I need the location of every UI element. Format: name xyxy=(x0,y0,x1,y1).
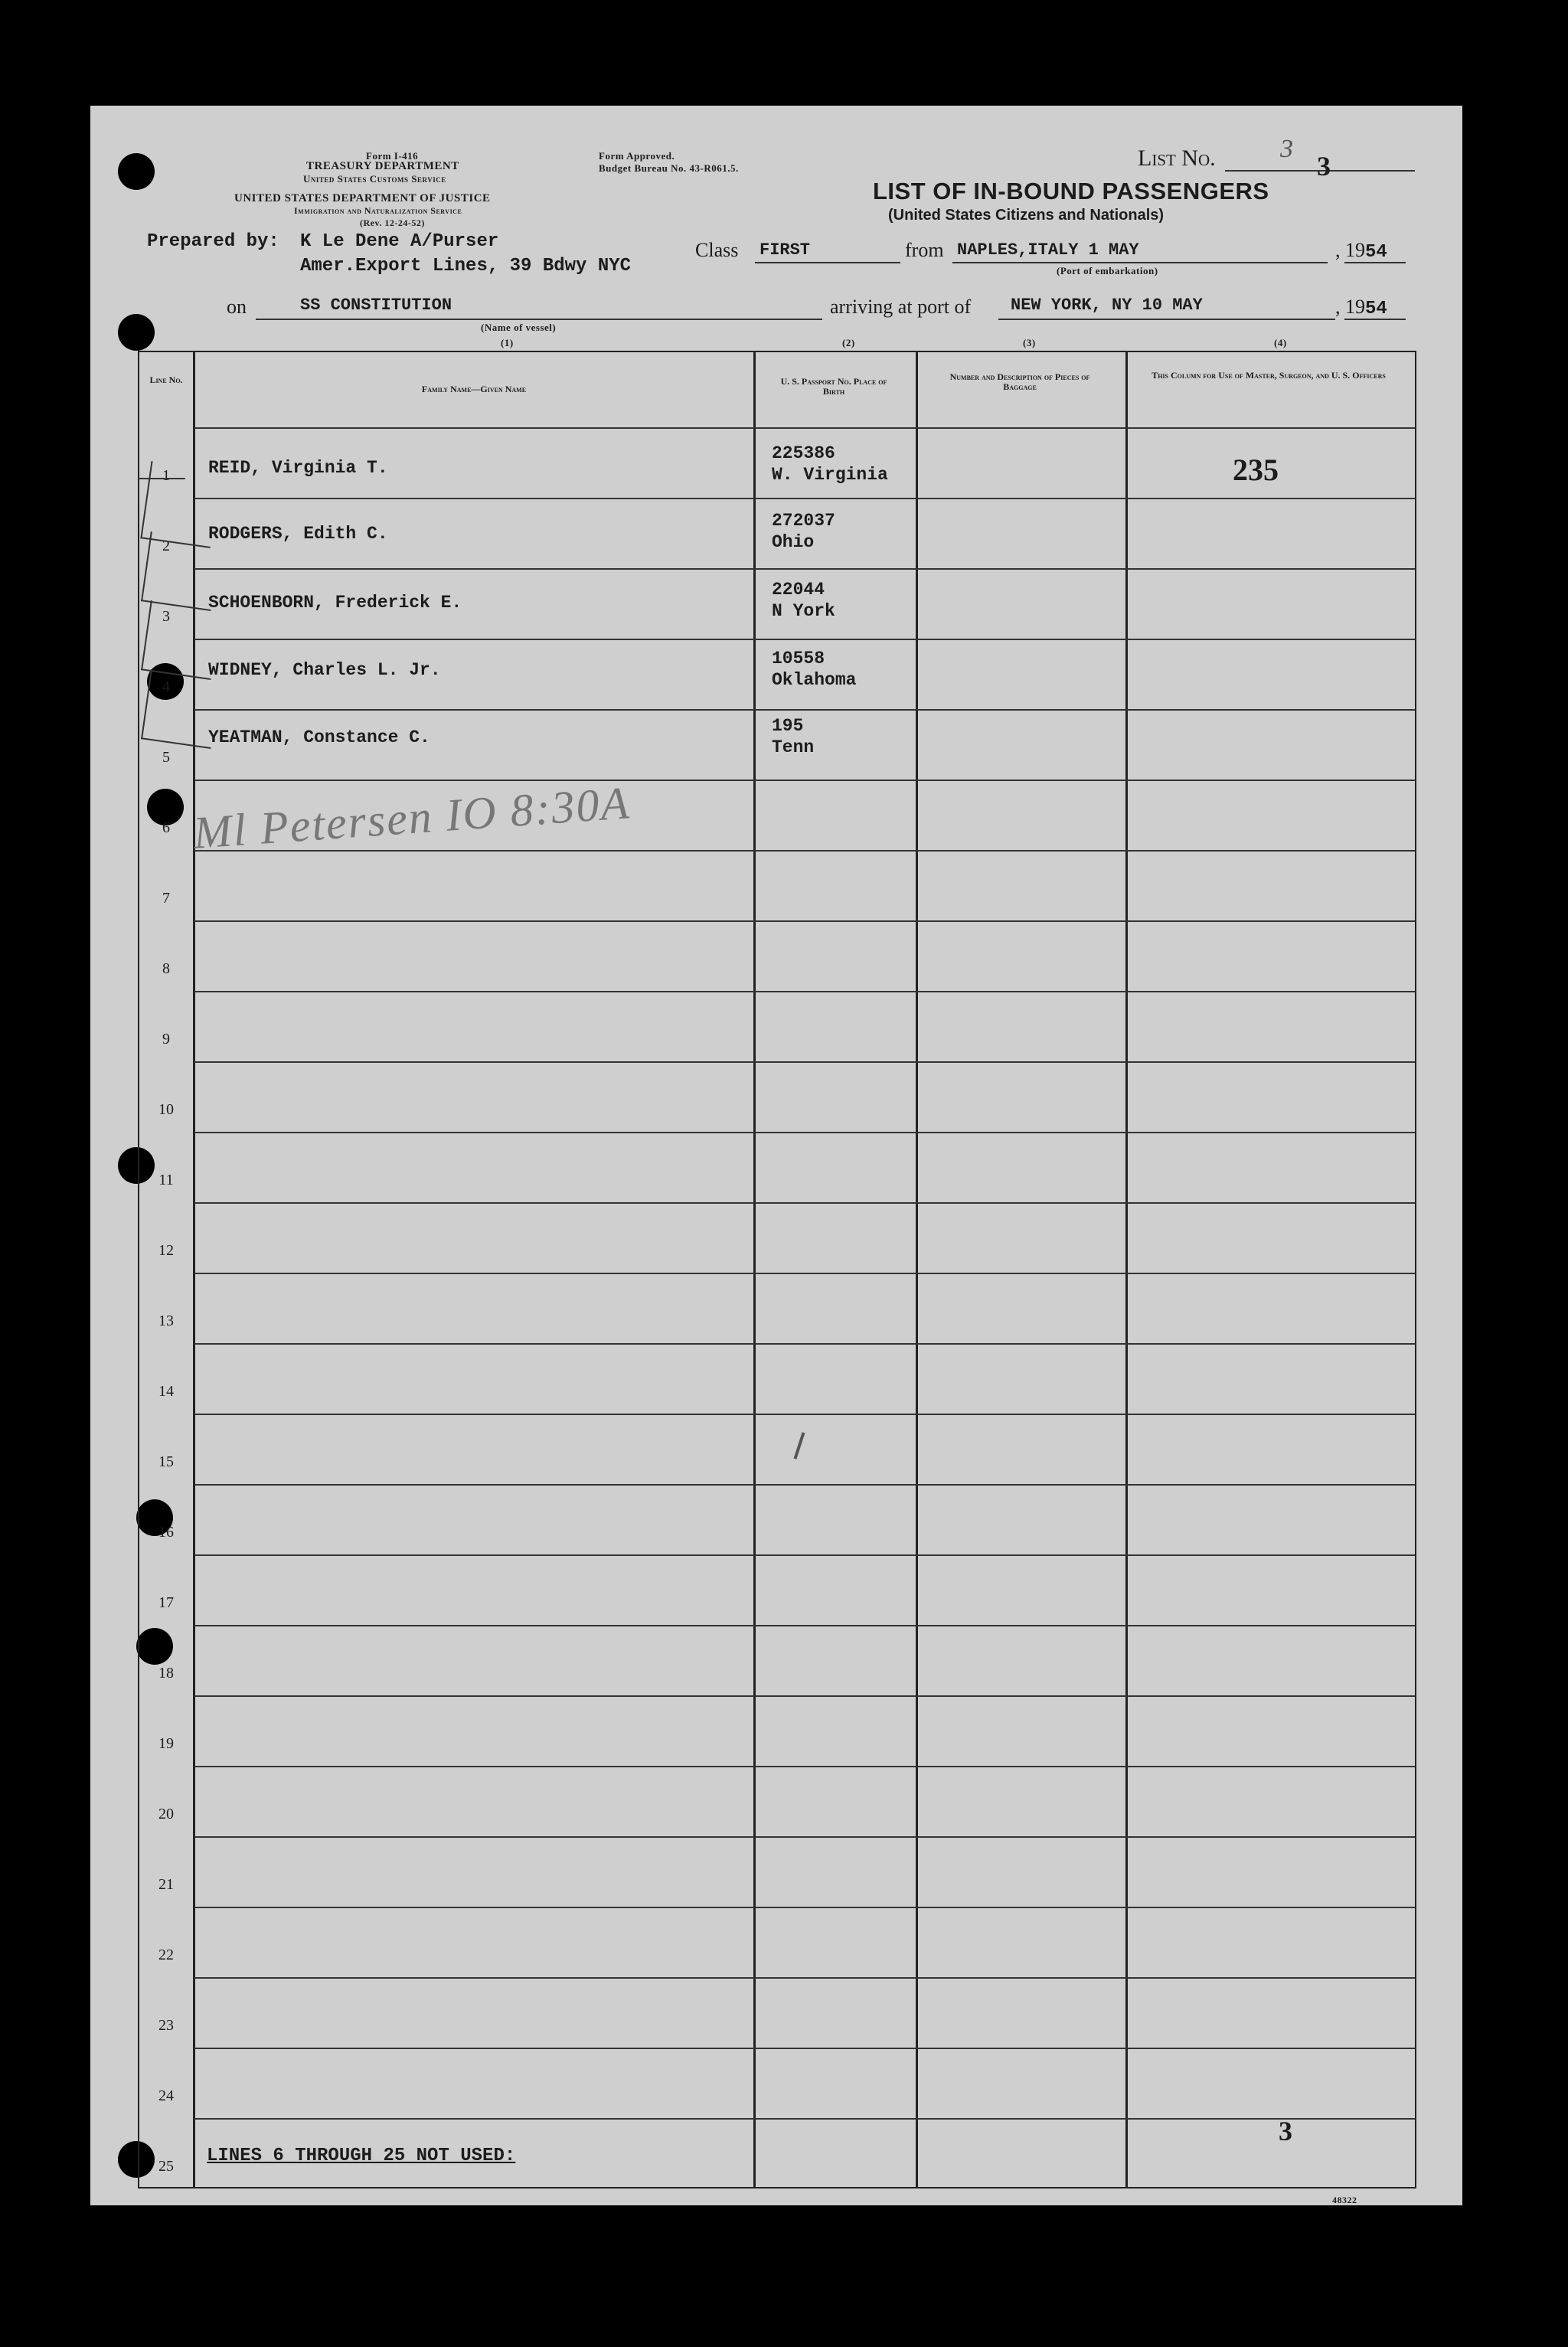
form-number: Form I-416 xyxy=(366,150,419,162)
row-divider xyxy=(194,639,1415,640)
passenger-name: SCHOENBORN, Frederick E. xyxy=(208,593,462,613)
arriving-value: NEW YORK, NY 10 MAY xyxy=(1011,296,1203,315)
line-number: 7 xyxy=(162,890,170,907)
line-number: 12 xyxy=(158,1242,174,1259)
row-divider xyxy=(194,498,1415,499)
row-divider xyxy=(194,568,1415,570)
from-label: from xyxy=(905,239,944,261)
binder-hole xyxy=(118,314,155,351)
row-divider xyxy=(194,427,1415,429)
line-number: 20 xyxy=(158,1806,174,1822)
from-underline xyxy=(952,262,1328,263)
class-label: Class xyxy=(695,239,739,261)
line-number: 16 xyxy=(158,1524,174,1541)
on-label: on xyxy=(227,296,247,318)
vessel-note: (Name of vessel) xyxy=(481,322,557,333)
stamp-number: 48322 xyxy=(1332,2195,1357,2205)
line-number: 11 xyxy=(158,1172,174,1188)
line-number: 3 xyxy=(162,608,170,625)
passport-number: 195 xyxy=(772,716,804,736)
row-divider xyxy=(194,780,1415,781)
row-divider xyxy=(194,1484,1415,1486)
row-divider xyxy=(194,1695,1415,1697)
customs-service: United States Customs Service xyxy=(303,173,446,185)
header-passport: U. S. Passport No. Place of Birth xyxy=(780,376,887,397)
passenger-table xyxy=(138,351,1416,2188)
passport-number: 10558 xyxy=(772,649,825,668)
class-underline xyxy=(755,262,900,263)
place-of-birth: W. Virginia xyxy=(772,465,888,485)
line-number: 1 xyxy=(162,467,170,484)
list-no-label: List No. xyxy=(1138,145,1216,171)
year-suffix: 54 xyxy=(1365,242,1387,263)
year-prefix: 19 xyxy=(1345,239,1365,261)
column-divider xyxy=(1125,352,1128,2187)
passport-number: 272037 xyxy=(772,511,835,531)
list-no-value: 3 xyxy=(1317,151,1331,181)
line-number: 8 xyxy=(162,960,170,977)
header-line-no: Line No. xyxy=(149,374,183,385)
passenger-name: RODGERS, Edith C. xyxy=(208,524,388,544)
officer-mark: 235 xyxy=(1233,453,1279,487)
column-divider xyxy=(753,352,756,2187)
row-divider xyxy=(194,1907,1415,1908)
row-divider xyxy=(194,1977,1415,1979)
header-baggage: Number and Description of Pieces of Baggage xyxy=(949,371,1090,392)
line-number: 13 xyxy=(158,1312,174,1329)
line-number: 15 xyxy=(158,1453,174,1470)
place-of-birth: Tenn xyxy=(772,737,815,757)
year-suffix: 54 xyxy=(1365,299,1387,319)
row-divider xyxy=(194,920,1415,922)
place-of-birth: Ohio xyxy=(772,532,815,552)
line-number: 18 xyxy=(158,1665,174,1682)
check-mark-icon xyxy=(141,531,220,611)
row-divider xyxy=(194,1343,1415,1345)
check-mark-icon xyxy=(141,600,220,680)
column-divider xyxy=(916,352,918,2187)
line-number: 5 xyxy=(162,749,170,766)
line-number: 2 xyxy=(162,538,170,554)
department-of-justice: UNITED STATES DEPARTMENT OF JUSTICE xyxy=(234,192,491,204)
revision-date: (Rev. 12-24-52) xyxy=(360,217,425,228)
place-of-birth: N York xyxy=(772,601,835,621)
column-number-2: (2) xyxy=(842,337,855,348)
check-mark-icon xyxy=(141,669,220,749)
row-divider xyxy=(194,1766,1415,1767)
prepared-by-label: Prepared by: xyxy=(147,231,279,252)
row-divider xyxy=(194,709,1415,711)
vessel-underline xyxy=(256,319,822,320)
inspector-signature: Ml Petersen IO 8:30A xyxy=(191,777,632,858)
line-number: 6 xyxy=(162,819,170,836)
row-divider xyxy=(194,2048,1415,2049)
arriving-underline xyxy=(998,319,1335,320)
line-number: 22 xyxy=(158,1947,174,1963)
passenger-name: WIDNEY, Charles L. Jr. xyxy=(208,660,441,680)
row-divider xyxy=(194,1061,1415,1063)
form-approved: Form Approved. xyxy=(599,150,675,162)
list-no-handwritten: 3 xyxy=(1280,135,1293,163)
year-1: , 1954 xyxy=(1335,239,1387,263)
treasury-department: TREASURY DEPARTMENT xyxy=(306,160,459,172)
passport-birth xyxy=(772,648,856,691)
header-officers: This Column for Use of Master, Surgeon, and U. S. Officers xyxy=(1152,370,1386,381)
row-divider xyxy=(194,2118,1415,2120)
line-number: 10 xyxy=(158,1101,174,1118)
passport-birth xyxy=(772,715,814,758)
form-subtitle: (United States Citizens and Nationals) xyxy=(888,207,1165,224)
binder-hole xyxy=(118,153,155,190)
row-divider xyxy=(194,1836,1415,1838)
passenger-name: YEATMAN, Constance C. xyxy=(208,727,430,747)
year-prefix: 19 xyxy=(1345,296,1365,318)
year2-underline xyxy=(1344,319,1406,320)
column-number-3: (3) xyxy=(1023,337,1036,348)
from-value: NAPLES,ITALY 1 MAY xyxy=(957,240,1139,260)
form-title: LIST OF IN-BOUND PASSENGERS xyxy=(873,178,1269,204)
row-divider xyxy=(194,850,1415,852)
line-number: 19 xyxy=(158,1735,174,1752)
passport-birth xyxy=(772,579,835,622)
prepared-by-line2: Amer.Export Lines, 39 Bdwy NYC xyxy=(300,256,632,276)
year-2: , 1954 xyxy=(1335,296,1387,319)
lines-not-used-note: LINES 6 THROUGH 25 NOT USED: xyxy=(207,2146,516,2166)
passport-number: 225386 xyxy=(772,443,835,463)
column-number-1: (1) xyxy=(501,337,514,348)
passenger-name: REID, Virginia T. xyxy=(208,458,388,478)
row-divider xyxy=(194,1202,1415,1204)
vessel-name: SS CONSTITUTION xyxy=(300,296,452,315)
line-number: 24 xyxy=(158,2087,174,2104)
prepared-by-line1: K Le Dene A/Purser xyxy=(300,231,499,252)
line-number: 14 xyxy=(158,1383,174,1400)
row-divider xyxy=(194,1273,1415,1274)
row-divider xyxy=(194,1414,1415,1415)
row-divider xyxy=(194,1132,1415,1133)
column-number-4: (4) xyxy=(1274,337,1287,348)
ins-service: Immigration and Naturalization Service xyxy=(294,205,462,216)
passport-birth xyxy=(772,443,888,485)
line-number: 17 xyxy=(158,1594,174,1611)
arriving-label: arriving at port of xyxy=(830,296,972,318)
footer-count: 3 xyxy=(1279,2116,1292,2146)
class-value: FIRST xyxy=(760,240,811,260)
embarkation-note: (Port of embarkation) xyxy=(1057,265,1158,276)
line-number: 4 xyxy=(162,678,170,695)
place-of-birth: Oklahoma xyxy=(772,670,857,690)
budget-bureau: Budget Bureau No. 43-R061.5. xyxy=(599,162,739,174)
line-number: 9 xyxy=(162,1031,170,1048)
pencil-mark xyxy=(794,1432,805,1459)
year1-underline xyxy=(1344,262,1406,263)
passport-birth xyxy=(772,510,835,553)
row-divider xyxy=(194,991,1415,992)
line-number: 23 xyxy=(158,2017,174,2034)
row-divider xyxy=(194,1625,1415,1626)
row-divider xyxy=(194,1554,1415,1556)
line-number: 21 xyxy=(158,1876,174,1893)
passport-number: 22044 xyxy=(772,580,825,600)
line-number: 25 xyxy=(158,2158,174,2175)
header-name: Family Name—Given Name xyxy=(421,384,527,394)
